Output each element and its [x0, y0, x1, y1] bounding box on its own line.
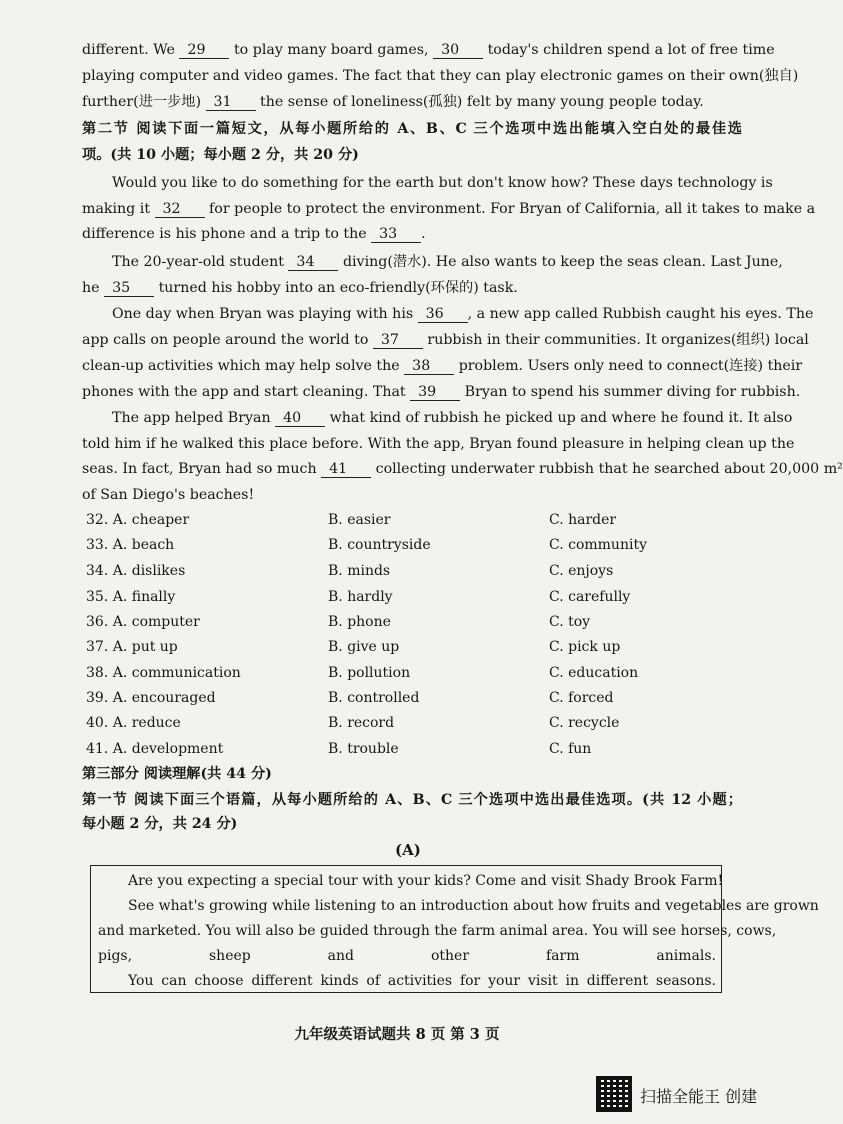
- option-40-c: C. recycle: [549, 715, 620, 731]
- option-41-c: C. fun: [549, 741, 592, 757]
- option-39-c: C. forced: [549, 690, 614, 706]
- cloze-line: Would you like to do something for the earth but don't know how? These days technology is: [112, 175, 773, 191]
- option-33-a: 33. A. beach: [86, 537, 175, 553]
- blank-41: 41: [321, 461, 371, 478]
- box-line: and marketed. You will also be guided through the farm animal area. You will see horses, cows,: [98, 923, 777, 939]
- option-32-b: B. easier: [328, 512, 391, 528]
- cloze-line: The app helped Bryan 40 what kind of rubbish he picked up and where he found it. It also: [112, 410, 793, 426]
- scanner-watermark: 扫描全能王 创建: [640, 1087, 758, 1106]
- cloze-line: making it 32 for people to protect the environment. For Bryan of California, all it takes to make a: [82, 201, 816, 217]
- option-39-a: 39. A. encouraged: [86, 690, 216, 706]
- blank-39: 39: [410, 384, 460, 401]
- section2-heading-cont: 项。(共 10 小题；每小题 2 分，共 20 分): [82, 147, 359, 163]
- cloze-line: The 20-year-old student 34 diving(潜水). He also wants to keep the seas clean. Last June,: [112, 254, 783, 270]
- blank-36: 36: [418, 306, 468, 323]
- option-39-b: B. controlled: [328, 690, 420, 706]
- blank-32: 32: [155, 201, 205, 218]
- blank-31: 31: [206, 94, 256, 111]
- option-37-b: B. give up: [328, 639, 400, 655]
- option-41-a: 41. A. development: [86, 741, 224, 757]
- option-34-c: C. enjoys: [549, 563, 614, 579]
- option-35-a: 35. A. finally: [86, 589, 176, 605]
- cloze-line: he 35 turned his hobby into an eco-friendly(环保的) task.: [82, 280, 518, 296]
- cloze-line: phones with the app and start cleaning. That 39 Bryan to spend his summer diving for rubbish.: [82, 384, 801, 400]
- blank-38: 38: [404, 358, 454, 375]
- part3-heading: 第三部分 阅读理解(共 44 分): [82, 766, 272, 782]
- blank-30: 30: [433, 42, 483, 59]
- option-37-a: 37. A. put up: [86, 639, 178, 655]
- option-37-c: C. pick up: [549, 639, 621, 655]
- section2-heading: 第二节 阅读下面一篇短文，从每小题所给的 A、B、C 三个选项中选出能填入空白处的最佳选: [82, 121, 742, 137]
- blank-37: 37: [373, 332, 423, 349]
- cloze-line: difference is his phone and a trip to the 33 .: [82, 226, 426, 242]
- option-40-b: B. record: [328, 715, 395, 731]
- box-line: pigs, sheep and other farm animals.: [98, 948, 716, 964]
- page-footer: 九年级英语试题共 8 页 第 3 页: [294, 1026, 500, 1043]
- cloze-line: seas. In fact, Bryan had so much 41 collecting underwater rubbish that he searched about 20,000 m²: [82, 461, 843, 477]
- passage-line: playing computer and video games. The fact that they can play electronic games on their own(独自): [82, 68, 799, 84]
- passage-line: further(进一步地) 31 the sense of loneliness(孤独) felt by many young people today.: [82, 94, 704, 110]
- part3-sub-heading-cont: 每小题 2 分，共 24 分): [82, 816, 238, 832]
- option-35-b: B. hardly: [328, 589, 393, 605]
- option-40-a: 40. A. reduce: [86, 715, 181, 731]
- option-32-c: C. harder: [549, 512, 617, 528]
- blank-33: 33: [371, 226, 421, 243]
- box-line: Are you expecting a special tour with your kids? Come and visit Shady Brook Farm!: [128, 873, 724, 889]
- cloze-line: app calls on people around the world to 37 rubbish in their communities. It organizes(组织) local: [82, 332, 809, 348]
- blank-34: 34: [288, 254, 338, 271]
- cloze-line: told him if he walked this place before. With the app, Bryan found pleasure in helping clean up the: [82, 436, 795, 452]
- passage-line: different. We 29 to play many board games, 30 today's children spend a lot of free time: [82, 42, 775, 58]
- cloze-line: One day when Bryan was playing with his 36 , a new app called Rubbish caught his eyes. The: [112, 306, 814, 322]
- cloze-line: clean-up activities which may help solve the 38 problem. Users only need to connect(连接) their: [82, 358, 803, 374]
- option-35-c: C. carefully: [549, 589, 631, 605]
- blank-29: 29: [179, 42, 229, 59]
- part3-sub-heading: 第一节 阅读下面三个语篇，从每小题所给的 A、B、C 三个选项中选出最佳选项。(共 12 小题；: [82, 792, 742, 808]
- qr-code-icon: [596, 1076, 632, 1112]
- option-33-c: C. community: [549, 537, 647, 553]
- option-34-b: B. minds: [328, 563, 391, 579]
- passage-label: (A): [395, 841, 421, 859]
- option-33-b: B. countryside: [328, 537, 431, 553]
- option-41-b: B. trouble: [328, 741, 399, 757]
- option-36-c: C. toy: [549, 614, 591, 630]
- option-34-a: 34. A. dislikes: [86, 563, 186, 579]
- option-38-a: 38. A. communication: [86, 665, 241, 681]
- box-line: See what's growing while listening to an introduction about how fruits and vegetables are grown: [128, 898, 819, 914]
- cloze-line: of San Diego's beaches!: [82, 487, 255, 503]
- blank-35: 35: [104, 280, 154, 297]
- blank-40: 40: [275, 410, 325, 427]
- box-line: You can choose different kinds of activities for your visit in different seasons.: [128, 973, 716, 989]
- option-38-b: B. pollution: [328, 665, 411, 681]
- option-32-a: 32. A. cheaper: [86, 512, 190, 528]
- option-36-b: B. phone: [328, 614, 391, 630]
- option-36-a: 36. A. computer: [86, 614, 200, 630]
- option-38-c: C. education: [549, 665, 639, 681]
